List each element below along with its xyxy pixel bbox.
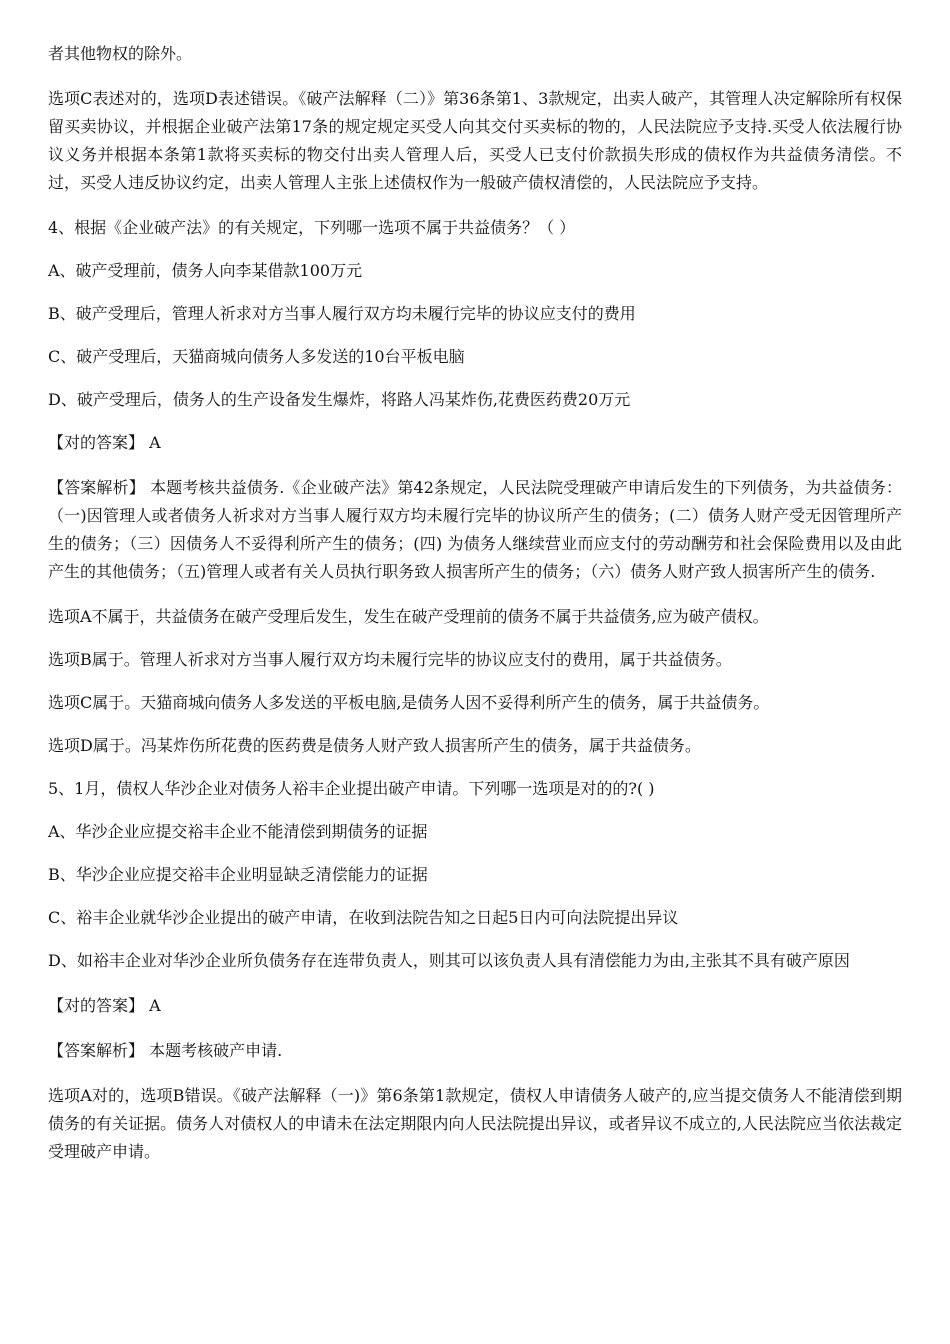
question-5: 5、1月，债权人华沙企业对债务人裕丰企业提出破产申请。下列哪一选项是对的的?( ) xyxy=(48,779,655,798)
q4-analysis: 【答案解析】 本题考核共益债务.《企业破产法》第42条规定，人民法院受理破产申请后发生的下列债务，为共益债务：（一)因管理人或者债务人祈求对方当事人履行双方均未履行完毕的协议所产生的债务；(二）债务人财产受无因管理所产生的债务；（三）因债务人不妥得利所产生的债务；(四) 为债务人继续营业而应支付的劳动酬劳和社会保险费用以及由此产生的其他债务；（五)管理人或者有关人员执行职务致人损害所产生的债务；（六）债务人财产致人损害所产生的债务. xyxy=(48,478,902,581)
q4-analysis-option-c: 选项C属于。天猫商城向债务人多发送的平板电脑,是债务人因不妥得利所产生的债务，属于共益债务。 xyxy=(48,693,770,712)
q5-analysis-option-a: 选项A对的，选项B错误。《破产法解释（一)》第6条第1款规定，债权人申请债务人破产的,应当提交债务人不能清偿到期债务的有关证据。债务人对债权人的申请未在法定期限内向人民法院提出异议，或者异议不成立的,人民法院应当依法裁定受理破产申请。 xyxy=(48,1086,902,1161)
q4-option-a: A、破产受理前，债务人向李某借款100万元 xyxy=(48,261,363,280)
q5-analysis: 【答案解析】 本题考核破产申请. xyxy=(48,1041,283,1060)
q4-analysis-option-b: 选项B属于。管理人祈求对方当事人履行双方均未履行完毕的协议应支付的费用，属于共益债务。 xyxy=(48,650,732,669)
q4-option-c: C、破产受理后，天猫商城向债务人多发送的10台平板电脑 xyxy=(48,347,465,366)
q5-option-a: A、华沙企业应提交裕丰企业不能清偿到期债务的证据 xyxy=(48,822,428,841)
paragraph-continuation: 者其他物权的除外。 xyxy=(48,44,193,63)
q4-option-b: B、破产受理后，管理人祈求对方当事人履行双方均未履行完毕的协议应支付的费用 xyxy=(48,304,636,323)
paragraph-option-analysis: 选项C表述对的，选项D表述错误。《破产法解释（二）》第36条第1、3款规定，出卖人破产，其管理人决定解除所有权保留买卖协议，并根据企业破产法第17条的规定规定买受人向其交付买卖标的物的，人民法院应予支持.买受人依法履行协议义务并根据本条第1款将买卖标的物交付出卖人管理人后，买受人已支付价款损失形成的债权作为共益债务清偿。不过，买受人违反协议约定，出卖人管理人主张上述债权作为一般破产债权清偿的，人民法院应予支持。 xyxy=(48,89,902,192)
q4-analysis-option-d: 选项D属于。冯某炸伤所花费的医药费是债务人财产致人损害所产生的债务，属于共益债务。 xyxy=(48,736,701,755)
q4-option-d: D、破产受理后，债务人的生产设备发生爆炸，将路人冯某炸伤,花费医药费20万元 xyxy=(48,390,631,409)
question-4: 4、根据《企业破产法》的有关规定，下列哪一选项不属于共益债务？（ ） xyxy=(48,218,576,237)
q4-analysis-option-a: 选项A不属于，共益债务在破产受理后发生，发生在破产受理前的债务不属于共益债务,应为破产债权。 xyxy=(48,607,769,626)
q5-answer: 【对的答案】 A xyxy=(48,996,161,1015)
q5-option-b: B、华沙企业应提交裕丰企业明显缺乏清偿能力的证据 xyxy=(48,865,428,884)
q4-answer: 【对的答案】 A xyxy=(48,433,161,452)
q5-option-c: C、裕丰企业就华沙企业提出的破产申请，在收到法院告知之日起5日内可向法院提出异议 xyxy=(48,908,679,927)
q5-option-d: D、如裕丰企业对华沙企业所负债务存在连带负责人，则其可以该负责人具有清偿能力为由,主张其不具有破产原因 xyxy=(48,951,850,970)
